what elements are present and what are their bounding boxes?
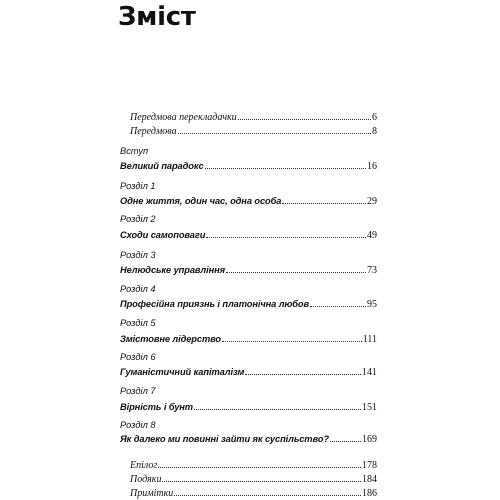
leader-dots — [206, 236, 366, 238]
section-label-chapter-6: Розділ 6 — [120, 352, 156, 362]
toc-entry-page: 169 — [362, 434, 377, 445]
leader-dots — [174, 494, 361, 496]
toc-entry-page: 29 — [367, 196, 377, 207]
page-title: Зміст — [118, 2, 196, 32]
toc-entry-page: 16 — [367, 161, 377, 172]
toc-entry-page: 151 — [362, 402, 377, 413]
toc-entry-chapter-2[interactable] — [120, 229, 377, 242]
toc-entry-label: Великий парадокс — [120, 161, 204, 171]
toc-entry-page: 73 — [367, 265, 377, 276]
leader-dots — [310, 305, 366, 307]
section-label-chapter-3: Розділ 3 — [120, 250, 156, 260]
section-label-chapter-8: Розділ 8 — [120, 420, 156, 430]
leader-dots — [245, 373, 361, 375]
toc-entry-chapter-8[interactable] — [120, 433, 377, 446]
toc-entry-label: Примітки — [130, 488, 174, 499]
toc-entry-label: Передмова — [130, 126, 177, 137]
toc-entry-page: 141 — [362, 367, 377, 378]
toc-entry-notes[interactable] — [120, 488, 377, 500]
leader-dots — [226, 271, 366, 273]
toc-entry-page: 186 — [362, 488, 377, 499]
toc-entry-page: 6 — [372, 112, 377, 123]
section-label-chapter-4: Розділ 4 — [120, 284, 156, 294]
leader-dots — [178, 132, 371, 134]
toc-entry-preface[interactable] — [120, 126, 377, 138]
leader-dots — [158, 466, 361, 468]
toc-entry-label: Як далеко ми повинні зайти як суспільство? — [120, 434, 329, 444]
toc-entry-page: 8 — [372, 126, 377, 137]
toc-entry-label: Нелюдське управління — [120, 265, 225, 275]
section-label-chapter-1: Розділ 1 — [120, 181, 156, 191]
section-label-intro: Вступ — [120, 146, 149, 156]
toc-entry-chapter-5[interactable] — [120, 333, 377, 346]
toc-entry-page: 95 — [367, 299, 377, 310]
toc-entry-label: Епілог — [130, 460, 158, 471]
toc-entry-translator-preface[interactable] — [120, 112, 377, 124]
toc-entry-epilogue[interactable] — [120, 460, 377, 472]
toc-entry-chapter-3[interactable] — [120, 264, 377, 277]
toc-entry-label: Гуманістичний капіталізм — [120, 367, 245, 377]
toc-entry-label: Професійна приязнь і платонічна любов — [120, 299, 309, 309]
section-label-chapter-5: Розділ 5 — [120, 318, 156, 328]
toc-entry-chapter-7[interactable] — [120, 401, 377, 414]
toc-entry-page: 111 — [362, 334, 377, 345]
section-label-chapter-2: Розділ 2 — [120, 214, 156, 224]
toc-entry-label: Одне життя, один час, одна особа — [120, 196, 282, 206]
toc-entry-label: Змістовне лідерство — [120, 334, 221, 344]
leader-dots — [222, 340, 362, 342]
toc-entry-chapter-4[interactable] — [120, 298, 377, 311]
toc-entry-chapter-1[interactable] — [120, 195, 377, 208]
leader-dots — [282, 202, 366, 204]
leader-dots — [330, 440, 361, 442]
leader-dots — [238, 118, 371, 120]
toc-entry-page: 184 — [362, 474, 377, 485]
toc-entry-chapter-6[interactable] — [120, 366, 377, 379]
section-label-chapter-7: Розділ 7 — [120, 386, 156, 396]
toc-entry-label: Подяки — [130, 474, 162, 485]
leader-dots — [205, 167, 366, 169]
toc-entry-acknowledgements[interactable] — [120, 474, 377, 486]
leader-dots — [162, 480, 361, 482]
toc-entry-label: Вірність і бунт — [120, 402, 193, 412]
toc-entry-intro[interactable] — [120, 160, 377, 173]
toc-entry-label: Сходи самоповаги — [120, 230, 206, 240]
toc-entry-label: Передмова перекладачки — [130, 112, 237, 123]
leader-dots — [194, 408, 361, 410]
toc-entry-page: 178 — [362, 460, 377, 471]
toc-entry-page: 49 — [367, 230, 377, 241]
